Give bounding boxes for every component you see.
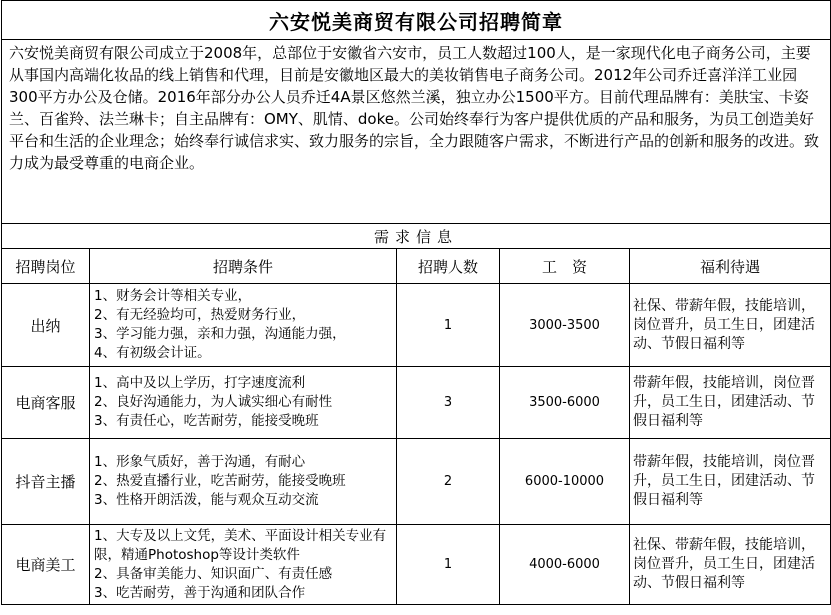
table-row: [2, 284, 831, 367]
header-benefits: 福利待遇: [630, 249, 831, 284]
position-cell: 电商美工: [2, 525, 90, 605]
condition-line: 3、有责任心，吃苦耐劳，能接受晚班: [94, 413, 319, 429]
header-salary: 工 资: [500, 249, 630, 284]
position-cell: 抖音主播: [2, 439, 90, 525]
benefits-cell: 社保、带薪年假，技能培训，岗位晋升，员工生日，团建活动、节假日福利等: [630, 284, 831, 367]
conditions-cell: [90, 367, 397, 439]
table-row: [2, 439, 831, 525]
recruitment-table: [1, 0, 831, 605]
header-position: 招聘岗位: [2, 249, 90, 284]
condition-line: 4、有初级会计证。: [94, 345, 211, 361]
condition-line: 2、良好沟通能力，为人诚实细心有耐性: [94, 394, 333, 410]
conditions-cell: [90, 439, 397, 525]
count-cell: 1: [397, 284, 500, 367]
salary-cell: 3500-6000: [500, 367, 630, 439]
benefits-cell: 社保、带薪年假，技能培训，岗位晋升，员工生日，团建活动、节假日福利等: [630, 525, 831, 605]
table-row: [2, 367, 831, 439]
condition-line: 1、财务会计等相关专业，: [94, 288, 252, 304]
count-cell: 1: [397, 525, 500, 605]
condition-line: 2、热爱直播行业，吃苦耐劳，能接受晚班: [94, 473, 346, 489]
condition-line: 2、具备审美能力、知识面广、有责任感: [94, 565, 333, 582]
condition-line: 1、高中及以上学历，打字速度流利: [94, 375, 306, 391]
salary-cell: 4000-6000: [500, 525, 630, 605]
header-row: [2, 249, 831, 284]
condition-line: 1、形象气质好，善于沟通，有耐心: [94, 454, 306, 470]
requirements-heading: 需求信息: [2, 224, 831, 249]
company-intro: 六安悦美商贸有限公司成立于2008年，总部位于安徽省六安市，员工人数超过100人，是一家现代化电子商务公司，主要从事国内高端化妆品的线上销售和代理，目前是安徽地区最大的美妆销售电子商务公司。2012年公司乔迁喜洋洋工业园300平方办公及仓储。2016年部分办公人员乔迁4A景区悠然兰溪，独立办公1500平方。目前代理品牌有：美肤宝、卡姿兰、百雀羚、法兰琳卡；自主品牌有：OMY、肌情、doke。公司始终奉行为客户提供优质的产品和服务，为员工创造美好平台和生活的企业理念；始终奉行诚信求实、致力服务的宗旨，全力跟随客户需求，不断进行产品的创新和服务的改进。致力成为最受尊重的电商企业。: [2, 40, 831, 224]
table-row: [2, 525, 831, 605]
condition-line: 1、大专及以上文凭，美术、平面设计相关专业有限，精通Photoshop等设计类软件: [94, 527, 387, 563]
conditions-cell: [90, 525, 397, 605]
salary-cell: 6000-10000: [500, 439, 630, 525]
benefits-cell: 带薪年假，技能培训，岗位晋升，员工生日，团建活动、节假日福利等: [630, 367, 831, 439]
condition-line: 2、有无经验均可，热爱财务行业，: [94, 307, 306, 323]
salary-cell: 3000-3500: [500, 284, 630, 367]
position-cell: 电商客服: [2, 367, 90, 439]
header-count: 招聘人数: [397, 249, 500, 284]
condition-line: 3、学习能力强，亲和力强，沟通能力强，: [94, 326, 346, 342]
conditions-cell: [90, 284, 397, 367]
count-cell: 3: [397, 367, 500, 439]
benefits-cell: 带薪年假，技能培训，岗位晋升，员工生日，团建活动、节假日福利等: [630, 439, 831, 525]
condition-line: 3、性格开朗活泼，能与观众互动交流: [94, 492, 319, 508]
header-conditions: 招聘条件: [90, 249, 397, 284]
page-title: 六安悦美商贸有限公司招聘简章: [2, 1, 831, 40]
count-cell: 2: [397, 439, 500, 525]
condition-line: 3、吃苦耐劳，善于沟通和团队合作: [94, 584, 306, 601]
position-cell: 出纳: [2, 284, 90, 367]
